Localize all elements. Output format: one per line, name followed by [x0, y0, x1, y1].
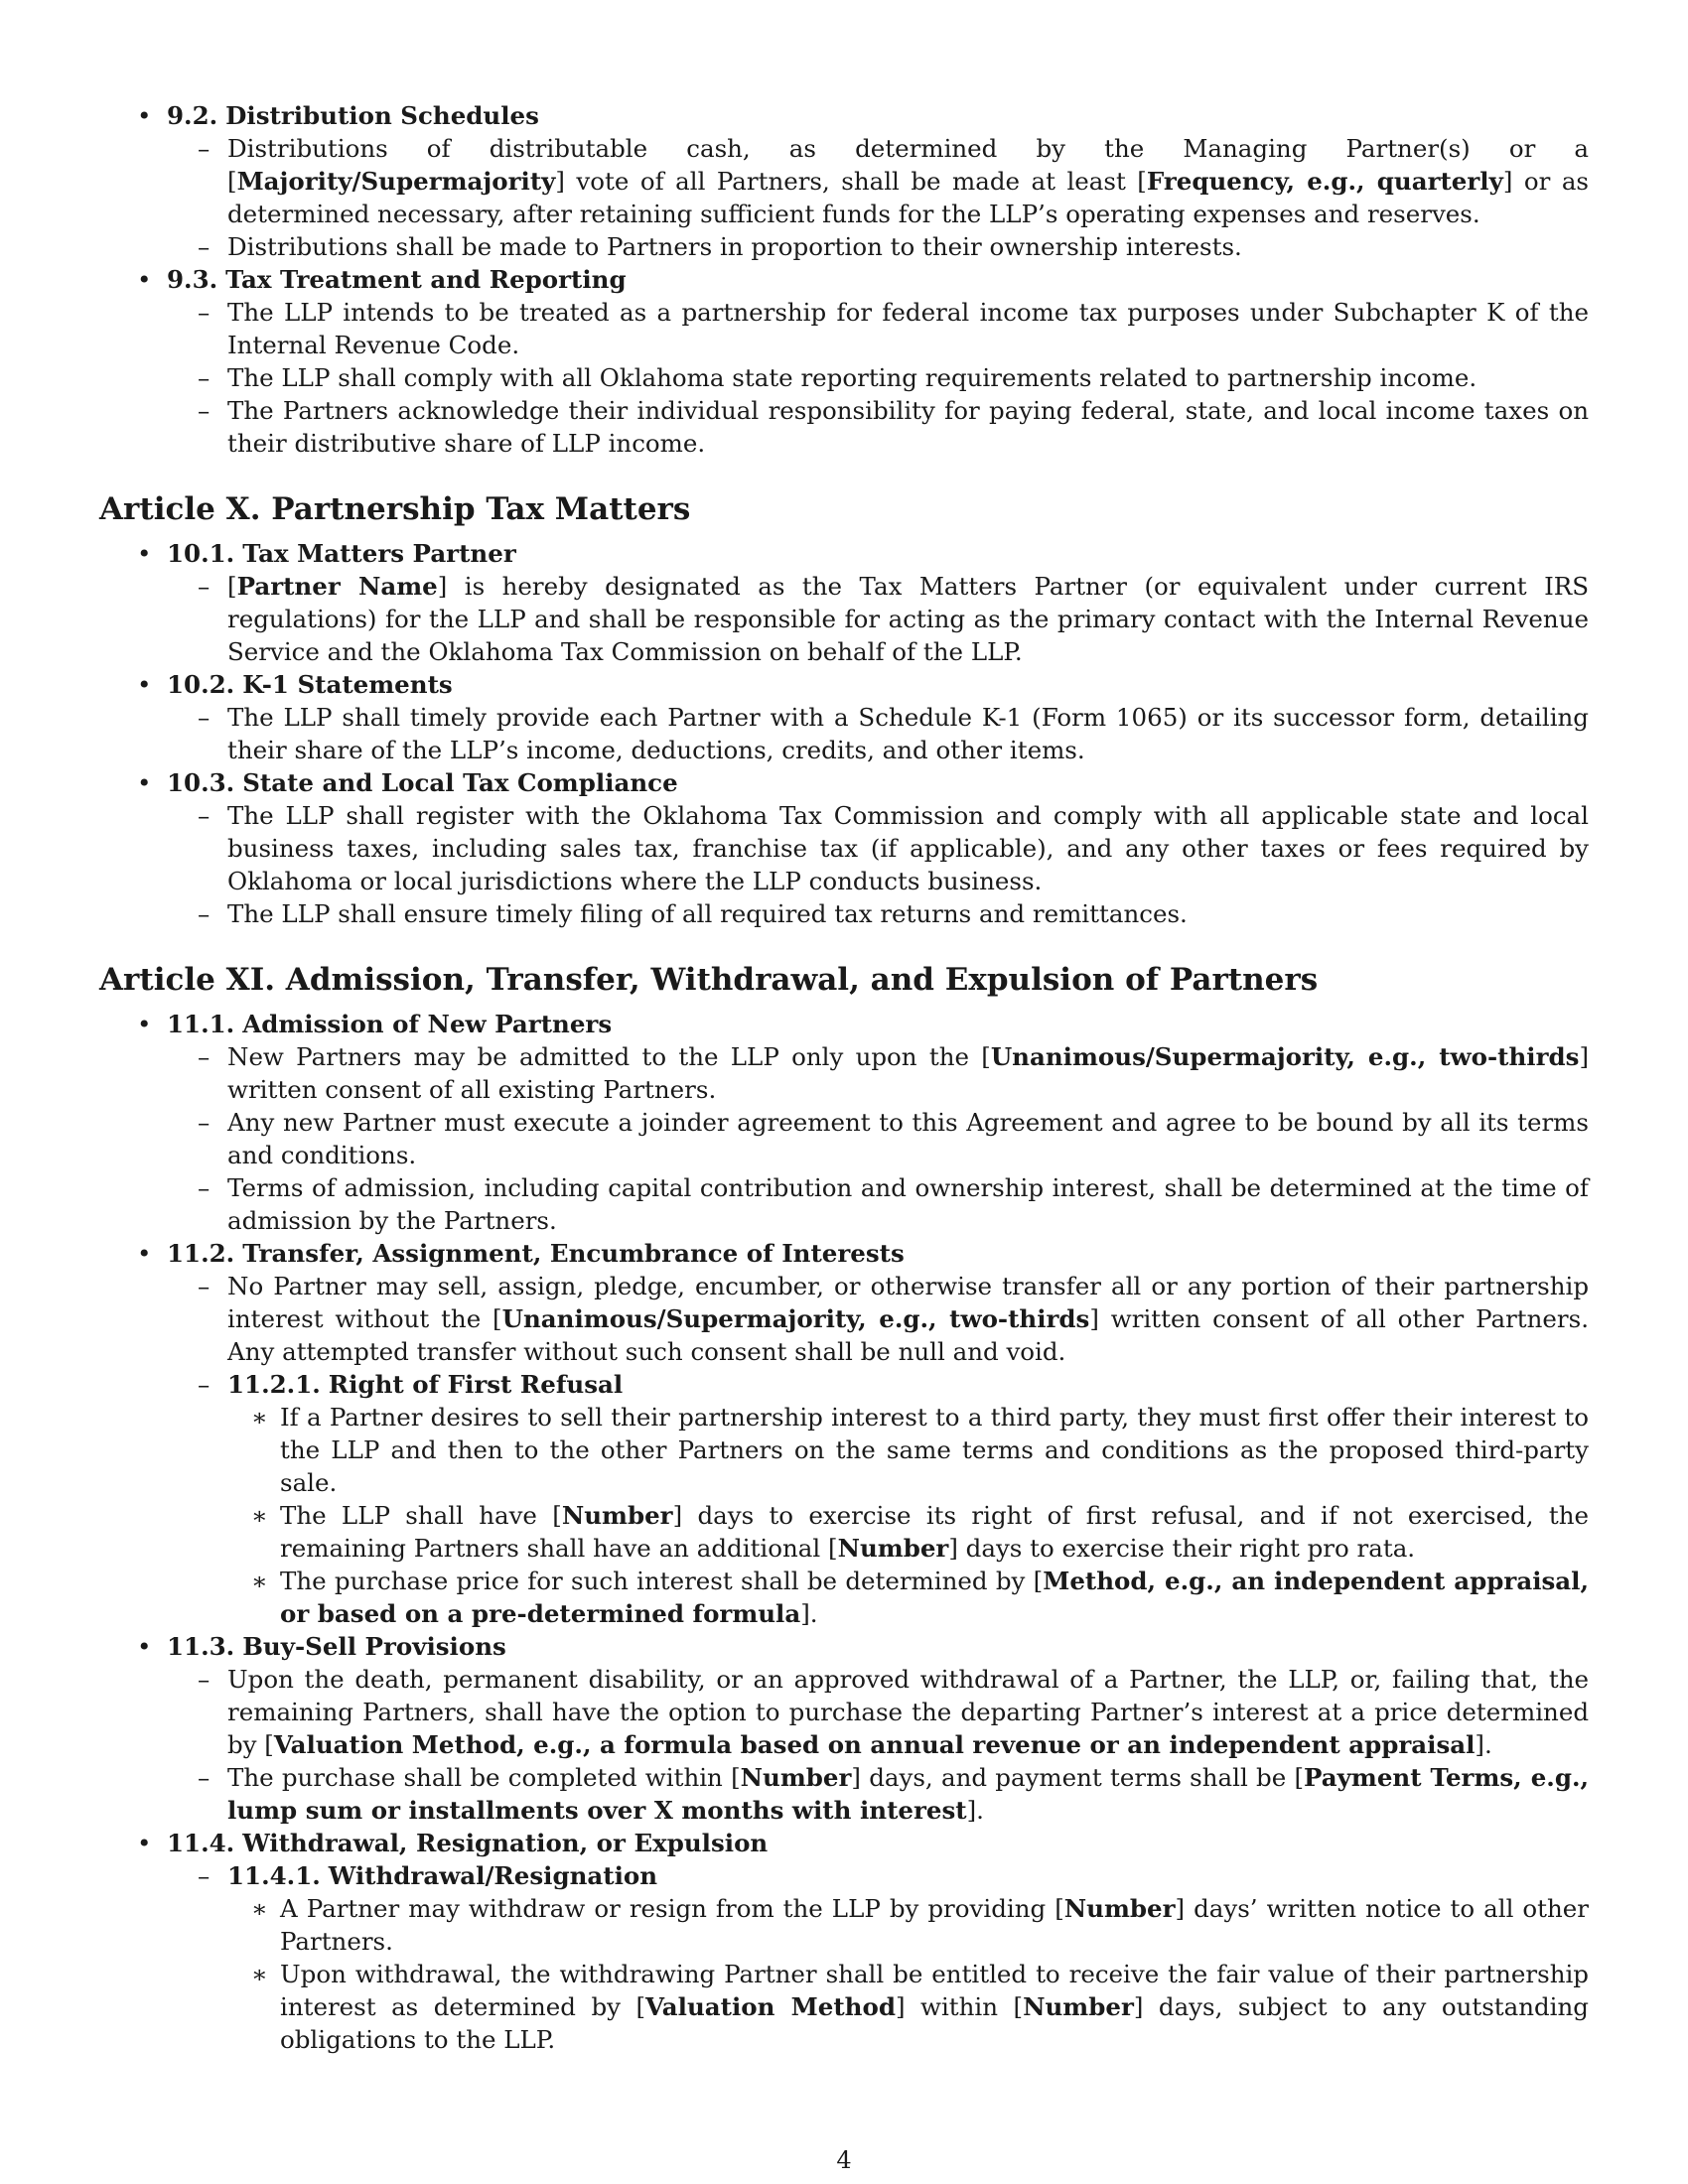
placeholder-field: Payment Terms, e.g., lump sum or installments over X months with interest: [227, 1763, 1590, 1825]
section-number: 11.4.1.: [227, 1861, 321, 1890]
article-heading: Article XI. Admission, Transfer, Withdrawal, and Expulsion of Partners: [99, 962, 1319, 998]
section-heading: [99, 537, 1589, 570]
clause-text: The LLP shall ensure timely filing of all required tax returns and remittances.: [227, 899, 1188, 928]
section-number: 11.3.: [167, 1632, 235, 1661]
list-item: [99, 1040, 1589, 1106]
section-heading: [99, 766, 1589, 799]
section-heading: [99, 1237, 1589, 1270]
placeholder-field: Number: [837, 1534, 949, 1563]
clause-text: ] days to exercise their right pro rata.: [948, 1534, 1416, 1563]
clause-text: [: [227, 572, 237, 601]
placeholder-field: Method, e.g., an independent appraisal, or based on a pre-determined formula: [280, 1567, 1590, 1628]
clause-text: ].: [800, 1599, 818, 1628]
section-title: Withdrawal/Resignation: [328, 1861, 658, 1890]
section-heading: [99, 99, 1589, 132]
section-title: Buy-Sell Provisions: [242, 1632, 506, 1661]
section-title: Tax Treatment and Reporting: [225, 265, 627, 294]
clause-text: The purchase price for such interest shall be determined by [: [280, 1567, 1044, 1595]
section-number: 10.1.: [167, 539, 235, 568]
list-item: [99, 897, 1589, 930]
section-heading: [99, 1630, 1589, 1663]
list-item: [99, 296, 1589, 361]
clause-text: The LLP intends to be treated as a partnership for federal income tax purposes under Subchapter K of the Internal Revenue Code.: [227, 298, 1589, 359]
sub-list-item: [99, 1958, 1589, 2056]
clause-text: ] days’ written notice to all other Partners.: [280, 1894, 1589, 1956]
document-page: [99, 99, 1589, 2056]
clause-text: Any new Partner must execute a joinder agreement to this Agreement and agree to be bound by all its terms and conditions.: [227, 1108, 1589, 1169]
list-item: [99, 230, 1589, 263]
section-title: Withdrawal, Resignation, or Expulsion: [242, 1829, 769, 1857]
clause-text: The LLP shall timely provide each Partner with a Schedule K-1 (Form 1065) or its successor form, detailing their share of the LLP’s income, deductions, credits, and other items.: [227, 703, 1589, 764]
list-item: [99, 361, 1589, 394]
section-heading: [99, 1827, 1589, 1859]
section-number: 9.3.: [167, 265, 218, 294]
section-title: Distribution Schedules: [225, 101, 539, 130]
section-title: K-1 Statements: [242, 670, 453, 699]
section-heading: [99, 1859, 1589, 1892]
list-item: [99, 1270, 1589, 1368]
clause-text: A Partner may withdraw or resign from the LLP by providing [: [280, 1894, 1064, 1923]
clause-text: Distributions shall be made to Partners in proportion to their ownership interests.: [227, 232, 1242, 261]
clause-text: ].: [1475, 1730, 1492, 1759]
clause-text: Distributions of distributable cash, as determined by the Managing Partner(s) or a [: [227, 134, 1589, 196]
clause-text: The Partners acknowledge their individual responsibility for paying federal, state, and local income taxes on their distributive share of LLP income.: [227, 396, 1589, 458]
section-number: 10.3.: [167, 768, 235, 797]
list-item: [99, 394, 1589, 460]
placeholder-field: Valuation Method: [645, 1992, 896, 2021]
clause-text: ] days, and payment terms shall be [: [851, 1763, 1305, 1792]
sub-list-item: [99, 1499, 1589, 1565]
sub-list-item: [99, 1892, 1589, 1958]
clause-text: The LLP shall comply with all Oklahoma state reporting requirements related to partnership income.: [227, 363, 1477, 392]
clause-text: ] or as determined necessary, after retaining sufficient funds for the LLP’s operating expenses and reserves.: [227, 167, 1589, 228]
article-heading: Article X. Partnership Tax Matters: [99, 491, 691, 527]
section-number: 11.4.: [167, 1829, 235, 1857]
section-title: State and Local Tax Compliance: [242, 768, 678, 797]
page-number: 4: [836, 2146, 852, 2174]
sub-list-item: [99, 1565, 1589, 1630]
placeholder-field: Number: [1023, 1992, 1134, 2021]
list-item: [99, 799, 1589, 897]
sub-list-item: [99, 1401, 1589, 1499]
list-item: [99, 1761, 1589, 1827]
clause-text: ] days, subject to any outstanding obligations to the LLP.: [280, 1992, 1589, 2054]
clause-text: If a Partner desires to sell their partnership interest to a third party, they must first offer their interest to the LLP and then to the other Partners on the same terms and conditions as the proposed third-party sale.: [280, 1403, 1589, 1497]
section-title: Right of First Refusal: [328, 1370, 624, 1399]
clause-text: ] is hereby designated as the Tax Matters Partner (or equivalent under current IRS regulations) for the LLP and shall be responsible for acting as the primary contact with the Internal Revenue Service and the Oklahoma Tax Commission on behalf of the LLP.: [227, 572, 1589, 666]
placeholder-field: Valuation Method, e.g., a formula based on annual revenue or an independent appraisal: [273, 1730, 1476, 1759]
clause-text: Upon the death, permanent disability, or an approved withdrawal of a Partner, the LLP, or, failing that, the remaining Partners, shall have the option to purchase the departing Partner’s interest at a price determined by [: [227, 1665, 1589, 1759]
section-number: 11.2.: [167, 1239, 235, 1268]
section-heading: [99, 668, 1589, 701]
placeholder-field: Number: [740, 1763, 852, 1792]
placeholder-field: Unanimous/Supermajority, e.g., two-thirds: [501, 1304, 1090, 1333]
section-title: Tax Matters Partner: [242, 539, 516, 568]
clause-text: ] days to exercise its right of first refusal, and if not exercised, the remaining Partners shall have an additional [: [280, 1501, 1589, 1563]
section-number: 11.2.1.: [227, 1370, 321, 1399]
section-heading: [99, 1368, 1589, 1401]
clause-text: The LLP shall register with the Oklahoma Tax Commission and comply with all applicable state and local business taxes, including sales tax, franchise tax (if applicable), and any other taxes or fees required by Oklahoma or local jurisdictions where the LLP conducts business.: [227, 801, 1589, 895]
list-item: [99, 132, 1589, 230]
list-item: [99, 1171, 1589, 1237]
placeholder-field: Unanimous/Supermajority, e.g., two-thirds: [990, 1042, 1580, 1071]
placeholder-field: Partner Name: [236, 572, 438, 601]
clause-text: ] vote of all Partners, shall be made at least [: [555, 167, 1147, 196]
placeholder-field: Majority/Supermajority: [236, 167, 556, 196]
section-title: Transfer, Assignment, Encumbrance of Interests: [242, 1239, 905, 1268]
clause-text: No Partner may sell, assign, pledge, encumber, or otherwise transfer all or any portion of their partnership interest without the [: [227, 1272, 1589, 1333]
section-number: 11.1.: [167, 1010, 235, 1038]
section-heading: [99, 1008, 1589, 1040]
clause-text: ] within [: [895, 1992, 1024, 2021]
section-number: 9.2.: [167, 101, 218, 130]
section-number: 10.2.: [167, 670, 235, 699]
section-heading: [99, 263, 1589, 296]
placeholder-field: Number: [561, 1501, 673, 1530]
list-item: [99, 1663, 1589, 1761]
list-item: [99, 570, 1589, 668]
placeholder-field: Number: [1063, 1894, 1176, 1923]
placeholder-field: Frequency, e.g., quarterly: [1146, 167, 1503, 196]
list-item: [99, 1106, 1589, 1171]
clause-text: ] written consent of all other Partners. Any attempted transfer without such consent shall be null and void.: [227, 1304, 1589, 1366]
section-title: Admission of New Partners: [242, 1010, 613, 1038]
clause-text: Upon withdrawal, the withdrawing Partner shall be entitled to receive the fair value of their partnership interest as determined by [: [280, 1960, 1589, 2021]
clause-text: Terms of admission, including capital contribution and ownership interest, shall be determined at the time of admission by the Partners.: [227, 1173, 1589, 1235]
clause-text: The purchase shall be completed within [: [227, 1763, 741, 1792]
clause-text: ] written consent of all existing Partners.: [227, 1042, 1589, 1104]
clause-text: The LLP shall have [: [280, 1501, 562, 1530]
clause-text: ].: [966, 1796, 984, 1825]
clause-text: New Partners may be admitted to the LLP only upon the [: [227, 1042, 991, 1071]
list-item: [99, 701, 1589, 766]
